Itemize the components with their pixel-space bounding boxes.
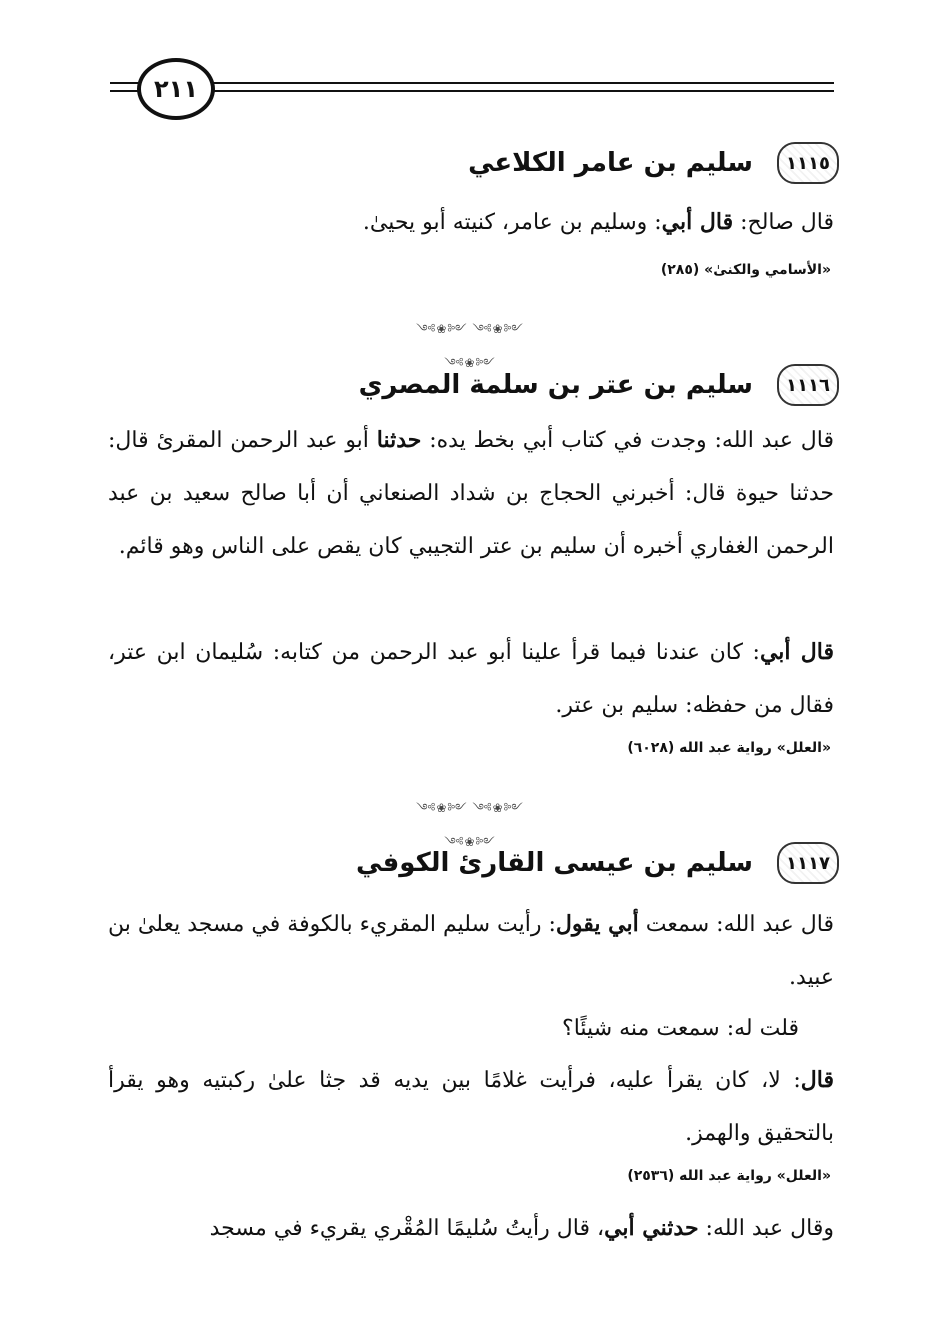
entry-1117-heading: [239, 838, 839, 888]
entry-number-badge: ١١١٥: [777, 142, 839, 184]
section-divider-ornament: ༺❀༻ ༺❀༻ ༺❀༻: [416, 801, 524, 849]
entry-title: سليم بن عيسى القارئ الكوفي: [355, 848, 753, 878]
bold-run: حدثنا: [376, 427, 422, 453]
header-rule-top: [110, 82, 834, 84]
page-number-badge: [137, 58, 215, 120]
text-run: : رأيت سليم المقريء بالكوفة في مسجد يعلىٰ بن عبيد.: [108, 912, 834, 990]
text-run: قال عبد الله: وجدت في كتاب أبي بخط يده:: [421, 428, 834, 453]
header-rule-bottom: [110, 90, 834, 92]
text-run: وقال عبد الله:: [698, 1216, 834, 1241]
entry-1116-source: «العلل» رواية عبد الله (٦٠٢٨): [627, 740, 831, 756]
entry-1115-heading: [239, 138, 839, 188]
bold-run: قال أبي: [759, 639, 835, 665]
entry-1115-source: «الأسامي والكنىٰ» (٢٨٥): [660, 262, 831, 278]
bold-run: قال: [800, 1067, 834, 1093]
entry-1117-paragraph-2: [108, 1002, 799, 1055]
text-run: قال عبد الله: سمعت: [638, 912, 834, 937]
bold-run: قال أبي: [661, 209, 734, 235]
entry-1117-paragraph-3: [108, 1054, 834, 1160]
entry-title: سليم بن عتر بن سلمة المصري: [358, 370, 753, 400]
entry-title: سليم بن عامر الكلاعي: [468, 148, 753, 178]
bold-run: أبي يقول: [555, 911, 639, 937]
entry-1117-paragraph-1: [108, 898, 834, 1004]
section-divider-ornament: ༺❀༻ ༺❀༻ ༺❀༻: [416, 322, 524, 370]
entry-number-badge: ١١١٦: [777, 364, 839, 406]
entry-number-badge: ١١١٧: [777, 842, 839, 884]
text-run: ، قال رأيتُ سُليمًا المُقْري يقريء في مسجد: [209, 1216, 605, 1241]
text-run: قلت له: سمعت منه شيئًا؟: [562, 1016, 799, 1041]
page-number: ٢١١: [154, 75, 198, 103]
text-run: : كان عندنا فيما قرأ علينا أبو عبد الرحمن من كتابه: سُليمان ابن عتر، فقال من حفظه: سليم بن عتر.: [108, 640, 834, 718]
entry-1116-paragraph-1: [108, 414, 834, 573]
entry-1117-source: «العلل» رواية عبد الله (٢٥٣٦): [627, 1168, 831, 1184]
entry-1117-paragraph-4: [108, 1202, 834, 1255]
entry-1116-paragraph-2: [108, 626, 834, 732]
text-run: قال صالح:: [733, 210, 834, 235]
text-run: : وسليم بن عامر، كنيته أبو يحيىٰ.: [362, 210, 662, 235]
bold-run: حدثني أبي: [604, 1215, 699, 1241]
entry-1115-paragraph: [108, 196, 834, 249]
text-run: أبو عبد الرحمن المقرئ قال: حدثنا حيوة قال: أخبرني الحجاج بن شداد الصنعاني أن أبا صالح سعيد بن عبد الرحمن الغفاري أخبره أن سليم بن عتر التجيبي كان يقص على الناس وهو قائم.: [108, 428, 834, 559]
entry-1116-heading: [239, 360, 839, 410]
text-run: : لا، كان يقرأ عليه، فرأيت غلامًا بين يديه قد جثا علىٰ ركبتيه وهو يقرأ بالتحقيق والهمز.: [108, 1068, 834, 1146]
